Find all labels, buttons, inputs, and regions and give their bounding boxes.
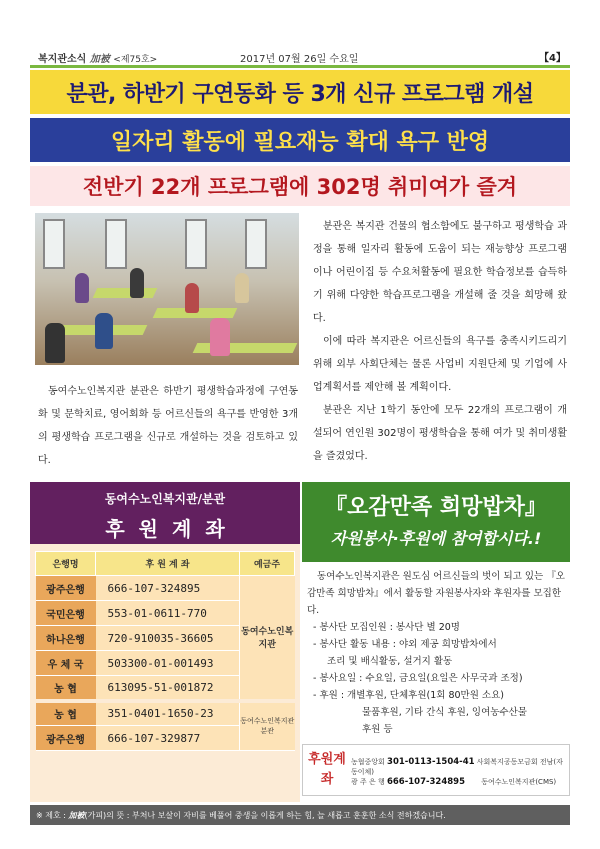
list-item: 후원 등 (362, 724, 393, 735)
donation-account-box (30, 482, 300, 802)
article-paragraph: 동여수노인복지관 분관은 하반기 평생학습과정에 구연동화 및 문학치료, 영어회화 등 어르신들의 욕구를 반영한 3개의 평생학습 프로그램을 신규로 개설하는 것을 검토하고 있다. (38, 386, 298, 466)
bank-name: 국민은행 (36, 601, 96, 626)
list-item: 물품후원, 기타 간식 후원, 잉여농수산물 (362, 707, 527, 718)
photo-mat (93, 288, 158, 298)
photo-window (43, 219, 65, 269)
volunteer-account-box (302, 744, 570, 796)
bank-name: 농 협 (36, 701, 96, 726)
account-number: 666-107-324895 (386, 777, 465, 787)
headline-third: 전반기 22개 프로그램에 302명 취미여가 즐겨 (82, 175, 518, 199)
volunteer-header (302, 482, 570, 562)
issue-number: <제75호> (113, 55, 158, 65)
list-item: - 봉사단 활동 내용 : 야외 제공 희망밥차에서 (313, 639, 497, 650)
bank-name: 우 체 국 (36, 651, 96, 676)
table-row (36, 701, 295, 726)
bank-name: 농 협 (36, 676, 96, 701)
column-header: 후 원 계 좌 (96, 552, 240, 576)
article-paragraph: 분관은 복지관 건물의 협소함에도 불구하고 평생학습 과정을 통해 일자리 활동에 도움이 되는 재능향상 프로그램이나 어린이집 등 수요처활동에 필요한 학습정보를 습득하기 위해 다양한 학습프로그램을 개설해 줄 것을 희망해 왔다. (313, 221, 567, 324)
account-number: 503300-01-001493 (96, 651, 240, 676)
page-footer (30, 805, 570, 825)
photo-person (185, 283, 199, 313)
issue-date: 2017년 07월 26일 수요일 (240, 54, 359, 65)
photo-window (245, 219, 267, 269)
header-title (38, 50, 157, 65)
header-divider (30, 65, 570, 68)
column-header: 은행명 (36, 552, 96, 576)
photo-person (130, 268, 144, 298)
account-owner: 동여수노인복지관(CMS) (481, 778, 557, 786)
bank-name: 하나은행 (36, 626, 96, 651)
photo-window (185, 219, 207, 269)
article-col-left (38, 380, 298, 472)
donation-org: 동여수노인복지관/분관 (104, 492, 226, 506)
volunteer-title: 『오감만족 희망밥차』 (325, 495, 547, 520)
donation-header (30, 482, 300, 544)
photo-person (75, 273, 89, 303)
account-number: 301-0113-1504-41 (387, 757, 475, 767)
account-number: 351-0401-1650-23 (96, 701, 240, 726)
photo-person (235, 273, 249, 303)
table-row (36, 576, 295, 601)
headline-band-3 (30, 166, 570, 206)
footer-note: (가피)의 뜻 : 부처나 보살이 자비를 베풀어 중생을 이롭게 하는 힘, 늘 새롭고 훈훈한 소식 전하겠습니다. (84, 811, 446, 820)
list-item: 조리 및 배식활동, 설거지 활동 (327, 656, 453, 667)
volunteer-subtitle: 자원봉사·후원에 참여합시다.! (330, 529, 542, 548)
article-col-right (313, 215, 567, 468)
section-name: 복지관소식 (38, 54, 87, 65)
newsletter-page (30, 45, 570, 820)
bank-name: 광주은행 (36, 576, 96, 601)
headline-sub: 일자리 활동에 필요재능 확대 욕구 반영 (110, 129, 490, 155)
account-label: 후원계좌 (308, 752, 346, 787)
account-line (351, 757, 566, 777)
list-item: - 봉사단 모집인원 : 봉사단 별 20명 (313, 622, 460, 633)
account-number: 553-01-0611-770 (96, 601, 240, 626)
account-line (351, 777, 566, 787)
bank-name: 광주은행 (36, 726, 96, 751)
page-header (30, 45, 570, 69)
column-header: 예금주 (240, 552, 295, 576)
volunteer-intro: 동여수노인복지관은 원도심 어르신들의 벗이 되고 있는 『오감만족 희망밥차』에서 활동할 자원봉사자와 후원자를 모집한다. (307, 571, 565, 616)
photo-window (105, 219, 127, 269)
headline-main: 분관, 하반기 구연동화 등 3개 신규 프로그램 개설 (66, 81, 534, 107)
list-item: - 봉사요일 : 수요일, 금요일(요일은 사무국과 조정) (313, 673, 523, 684)
volunteer-body (302, 568, 570, 738)
yoga-class-photo (35, 213, 299, 365)
headline-band-1 (30, 70, 570, 114)
donation-table (35, 551, 295, 751)
photo-mat (193, 343, 298, 353)
newsletter-logo: 加被 (89, 54, 110, 65)
footer-prefix: ※ 제호 : (36, 811, 69, 820)
photo-person (45, 323, 65, 363)
account-number: 666-107-324895 (96, 576, 240, 601)
photo-person (210, 318, 230, 356)
article-paragraph: 분관은 지난 1학기 동안에 모두 22개의 프로그램이 개설되어 연인원 302명이 평생학습을 통해 여가 및 취미생활을 즐겼었다. (313, 405, 567, 462)
account-bank: 광 주 은 행 (351, 778, 385, 786)
account-bank: 농협중앙회 (351, 758, 385, 766)
account-number: 720-910035-36605 (96, 626, 240, 651)
account-owner: 동여수노인복지관분관 (240, 701, 295, 751)
donation-title: 후원계좌 (105, 517, 239, 541)
photo-person (95, 313, 113, 349)
account-owner: 동여수노인복지관 (240, 576, 295, 701)
table-header-row (36, 552, 295, 576)
account-number: 666-107-329877 (96, 726, 240, 751)
article-paragraph: 이에 따라 복지관은 어르신들의 욕구를 충족시키드리기 위해 외부 사회단체는 물론 사업비 지원단체 및 기업에 사업계획서를 제안해 볼 계획이다. (313, 336, 567, 393)
account-number: 613095-51-001872 (96, 676, 240, 701)
headline-band-2 (30, 118, 570, 162)
account-owner: 사회복지공동모금회 전남(자동이체) (351, 758, 563, 776)
volunteer-box (302, 482, 570, 802)
footer-logo: 加被 (68, 810, 85, 820)
list-item: - 후원 : 개별후원, 단체후원(1회 80만원 소요) (313, 690, 504, 701)
page-number: 【4】 (539, 53, 566, 64)
